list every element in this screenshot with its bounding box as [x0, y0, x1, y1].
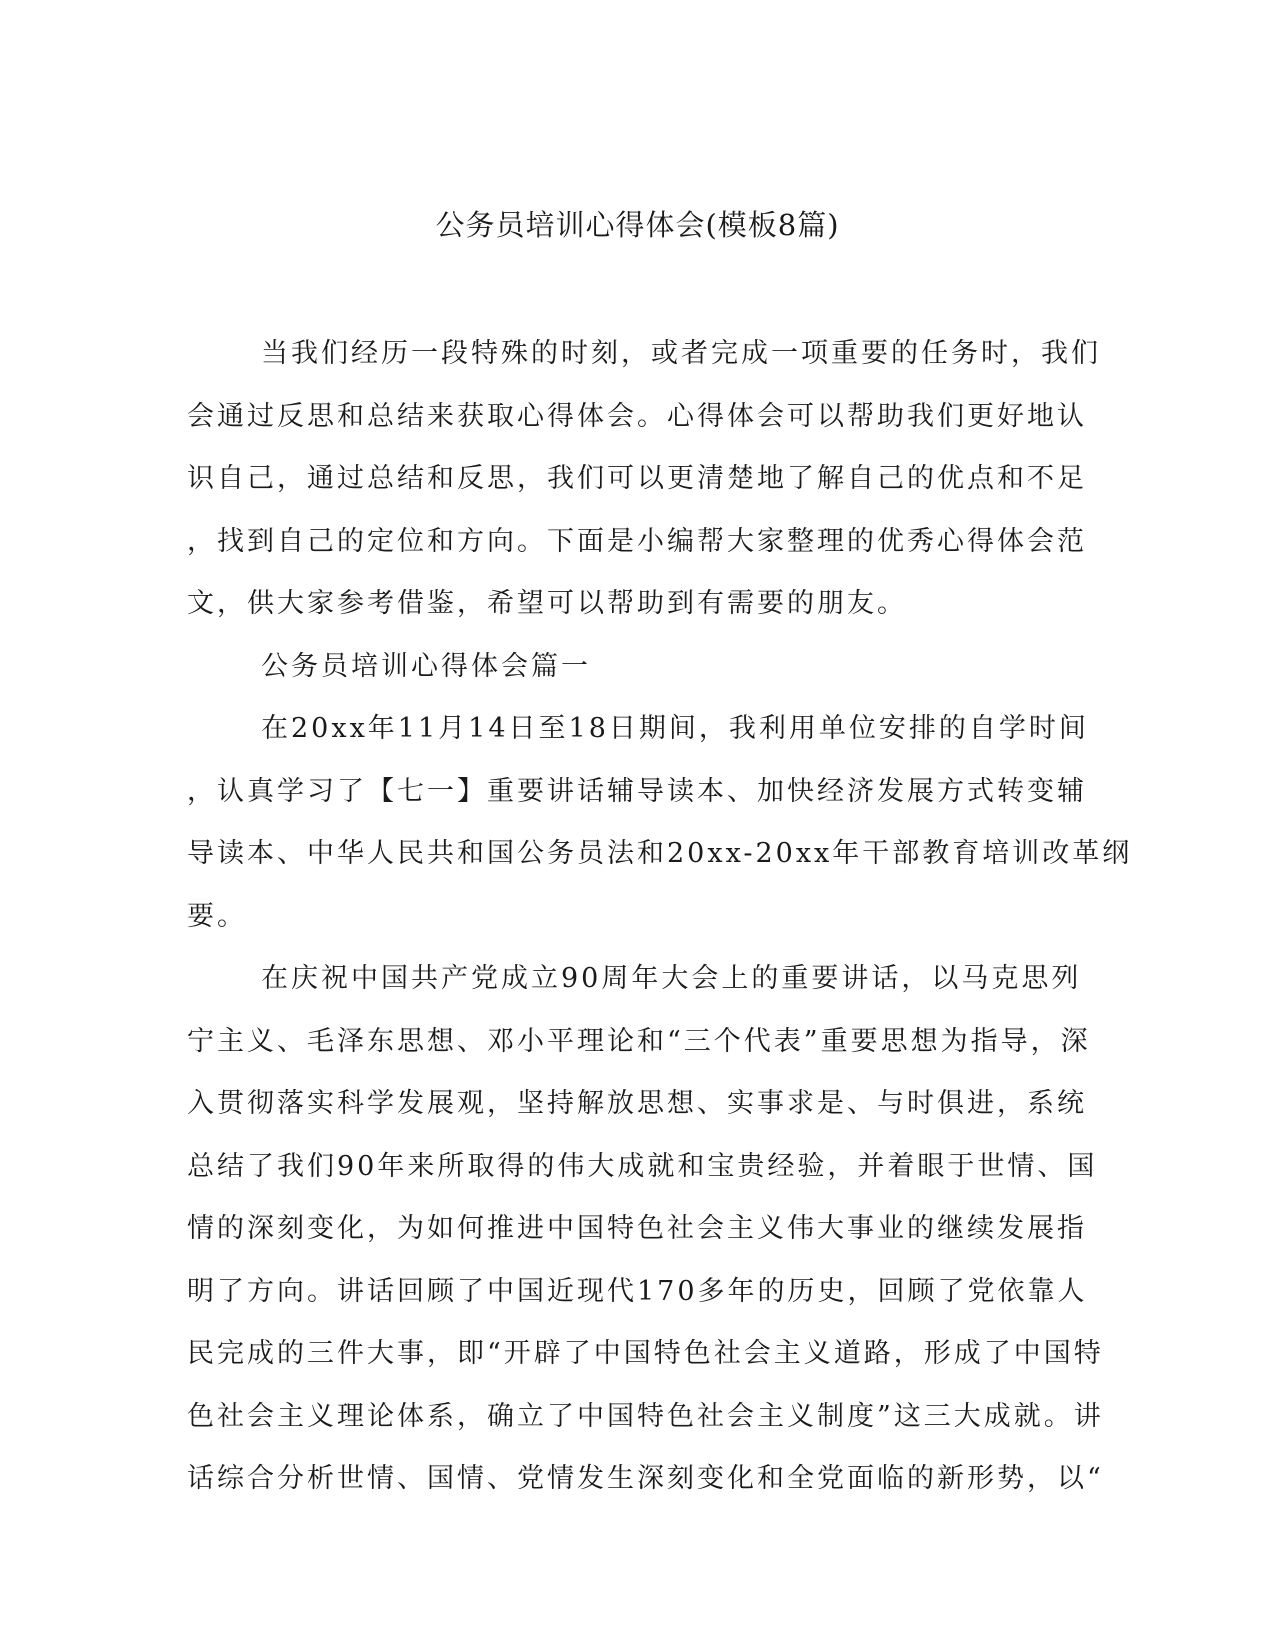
paragraph-line: 总结了我们90年来所取得的伟大成就和宝贵经验，并着眼于世情、国 [187, 1150, 1098, 1182]
paragraph-line: 在20xx年11月14日至18日期间，我利用单位安排的自学时间 [261, 713, 1089, 744]
paragraph-line: 明了方向。讲话回顾了中国近现代170多年的历史，回顾了党依靠人 [187, 1275, 1088, 1307]
paragraph-line: 民完成的三件大事，即“开辟了中国特色社会主义道路，形成了中国特 [187, 1338, 1104, 1369]
paragraph-line: 情的深刻变化，为如何推进中国特色社会主义伟大事业的继续发展指 [187, 1213, 1087, 1244]
paragraph-line: 会通过反思和总结来获取心得体会。心得体会可以帮助我们更好地认 [187, 400, 1087, 432]
paragraph-line: 识自己，通过总结和反思，我们可以更清楚地了解自己的优点和不足 [187, 463, 1087, 494]
paragraph-line: 话综合分析世情、国情、党情发生深刻变化和全党面临的新形势，以“ [187, 1463, 1104, 1494]
document-body [187, 323, 1133, 1511]
paragraph-line: 导读本、中华人民共和国公务员法和20xx-20xx年干部教育培训改革纲 [187, 838, 1133, 869]
paragraph-line: 宁主义、毛泽东思想、邓小平理论和“三个代表”重要思想为指导，深 [187, 1025, 1091, 1057]
paragraph-line: ，认真学习了【七一】重要讲话辅导读本、加快经济发展方式转变辅 [187, 775, 1087, 807]
section-heading: 公务员培训心得体会篇一 [261, 650, 591, 682]
paragraph-line: 当我们经历一段特殊的时刻，或者完成一项重要的任务时，我们 [261, 338, 1101, 369]
document-title: 公务员培训心得体会(模板8篇) [435, 208, 840, 242]
paragraph-line: 在庆祝中国共产党成立90周年大会上的重要讲话，以马克思列 [261, 963, 1082, 994]
paragraph-line: 色社会主义理论体系，确立了中国特色社会主义制度”这三大成就。讲 [187, 1400, 1104, 1432]
paragraph-line: 文，供大家参考借鉴，希望可以帮助到有需要的朋友。 [187, 588, 907, 619]
paragraph-line: ，找到自己的定位和方向。下面是小编帮大家整理的优秀心得体会范 [187, 525, 1087, 557]
paragraph-line: 要。 [187, 900, 247, 932]
paragraph-line: 入贯彻落实科学发展观，坚持解放思想、实事求是、与时俱进，系统 [187, 1088, 1087, 1119]
